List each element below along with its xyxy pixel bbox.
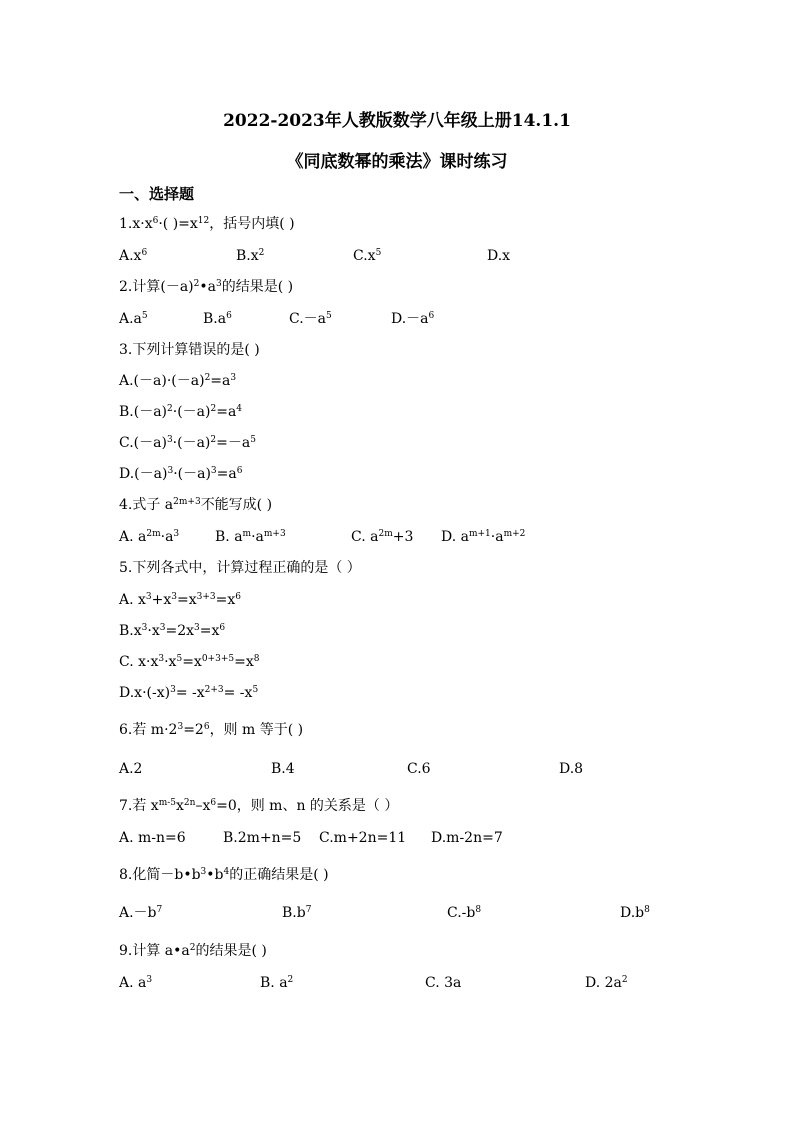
- option-b: $B.a^6$: [203, 311, 232, 327]
- option-a: A. m-n=6: [119, 830, 186, 846]
- question-9-options: [119, 973, 679, 993]
- question-3-option-d: $D.(-a)^3\cdot(-a)^3=a^6$: [119, 466, 243, 482]
- option-d: $D.b^8$: [620, 905, 650, 921]
- question-7-stem: 7.若 $x^{m-5}x^{2n}-x^6=0$，则 m、n 的关系是（ ）: [119, 798, 399, 814]
- question-8-stem: 8.化简$-b•b^3•b^4$的正确结果是( ): [119, 867, 329, 883]
- title-line-1: 2022-2023年人教版数学八年级上册14.1.1: [223, 111, 571, 131]
- option-a: A. $a^3$: [119, 975, 153, 991]
- option-b: $B.x^2$: [236, 248, 265, 264]
- question-5-option-b: $B.x^3\cdot x^3=2x^3=x^6$: [119, 623, 226, 639]
- question-3-option-c: $C.(-a)^3\cdot(-a)^2=-a^5$: [119, 435, 256, 451]
- question-3-option-a: $A.(-a)\cdot(-a)^2=a^3$: [119, 373, 237, 389]
- question-3-stem: 3.下列计算错误的是( ): [119, 342, 260, 358]
- option-b: B. $a^2$: [260, 975, 294, 991]
- option-b: B.2m+n=5: [223, 830, 302, 846]
- option-d: D.x: [487, 248, 511, 264]
- question-5-option-c: C. $x\cdot x^3\cdot x^5=x^{0+3+5}=x^8$: [119, 654, 260, 670]
- option-a: $A.a^5$: [119, 311, 148, 327]
- question-5-option-a: A. $x^3+x^3=x^{3+3}=x^6$: [119, 592, 242, 608]
- question-4-options: [119, 527, 679, 547]
- section-heading: 一、选择题: [119, 185, 195, 203]
- option-d: D.m-2n=7: [431, 830, 503, 846]
- option-c: $C.-b^8$: [447, 905, 482, 921]
- option-b: B.4: [271, 761, 295, 777]
- question-6-options: [119, 759, 679, 779]
- option-c: $C.-a^5$: [289, 311, 332, 327]
- option-b: B. $a^m\cdot a^{m+3}$: [215, 529, 286, 545]
- question-5-stem: 5.下列各式中，计算过程正确的是（ ）: [119, 560, 361, 576]
- question-4-stem: 4.式子 $a^{2m+3}$不能写成( ): [119, 497, 273, 513]
- option-d: D. $2a^2$: [585, 975, 628, 991]
- option-d: D.8: [559, 761, 584, 777]
- question-1-options: [119, 246, 679, 266]
- title-line-2: 《同底数幂的乘法》课时练习: [286, 152, 508, 172]
- option-c: C. $a^{2m}+3$: [351, 529, 414, 545]
- question-2-options: [119, 309, 679, 329]
- option-c: C.m+2n=11: [319, 830, 407, 846]
- option-b: $B.b^7$: [282, 905, 312, 921]
- option-d: $D.-a^6$: [391, 311, 435, 327]
- question-9-stem: 9.计算 $a•a^2$的结果是( ): [119, 943, 267, 959]
- question-7-options: [119, 828, 679, 848]
- question-3-option-b: $B.(-a)^2\cdot(-a)^2=a^4$: [119, 404, 243, 420]
- option-c: C. 3a: [425, 975, 462, 991]
- option-c: C.6: [407, 761, 431, 777]
- option-a: $A.x^6$: [119, 248, 148, 264]
- option-c: $C.x^5$: [353, 248, 382, 264]
- option-d: D. $a^{m+1}\cdot a^{m+2}$: [441, 529, 526, 545]
- option-a: $A.-b^7$: [119, 905, 163, 921]
- question-8-options: [119, 903, 679, 923]
- question-5-option-d: $D.x\cdot(-x)^3= -x^{2+3}= -x^5$: [119, 685, 259, 701]
- option-a: A. $a^{2m}\cdot a^3$: [119, 529, 180, 545]
- question-2-stem: 2.计算$(-a)^2•a^3$的结果是( ): [119, 279, 294, 295]
- question-1-stem: $1.x\cdot x^6\cdot$( )$=x^{12}$，括号内填( ): [119, 216, 295, 232]
- option-a: A.2: [119, 761, 143, 777]
- question-6-stem: 6.若 $m\cdot 2^3=2^6$，则 m 等于( ): [119, 722, 304, 738]
